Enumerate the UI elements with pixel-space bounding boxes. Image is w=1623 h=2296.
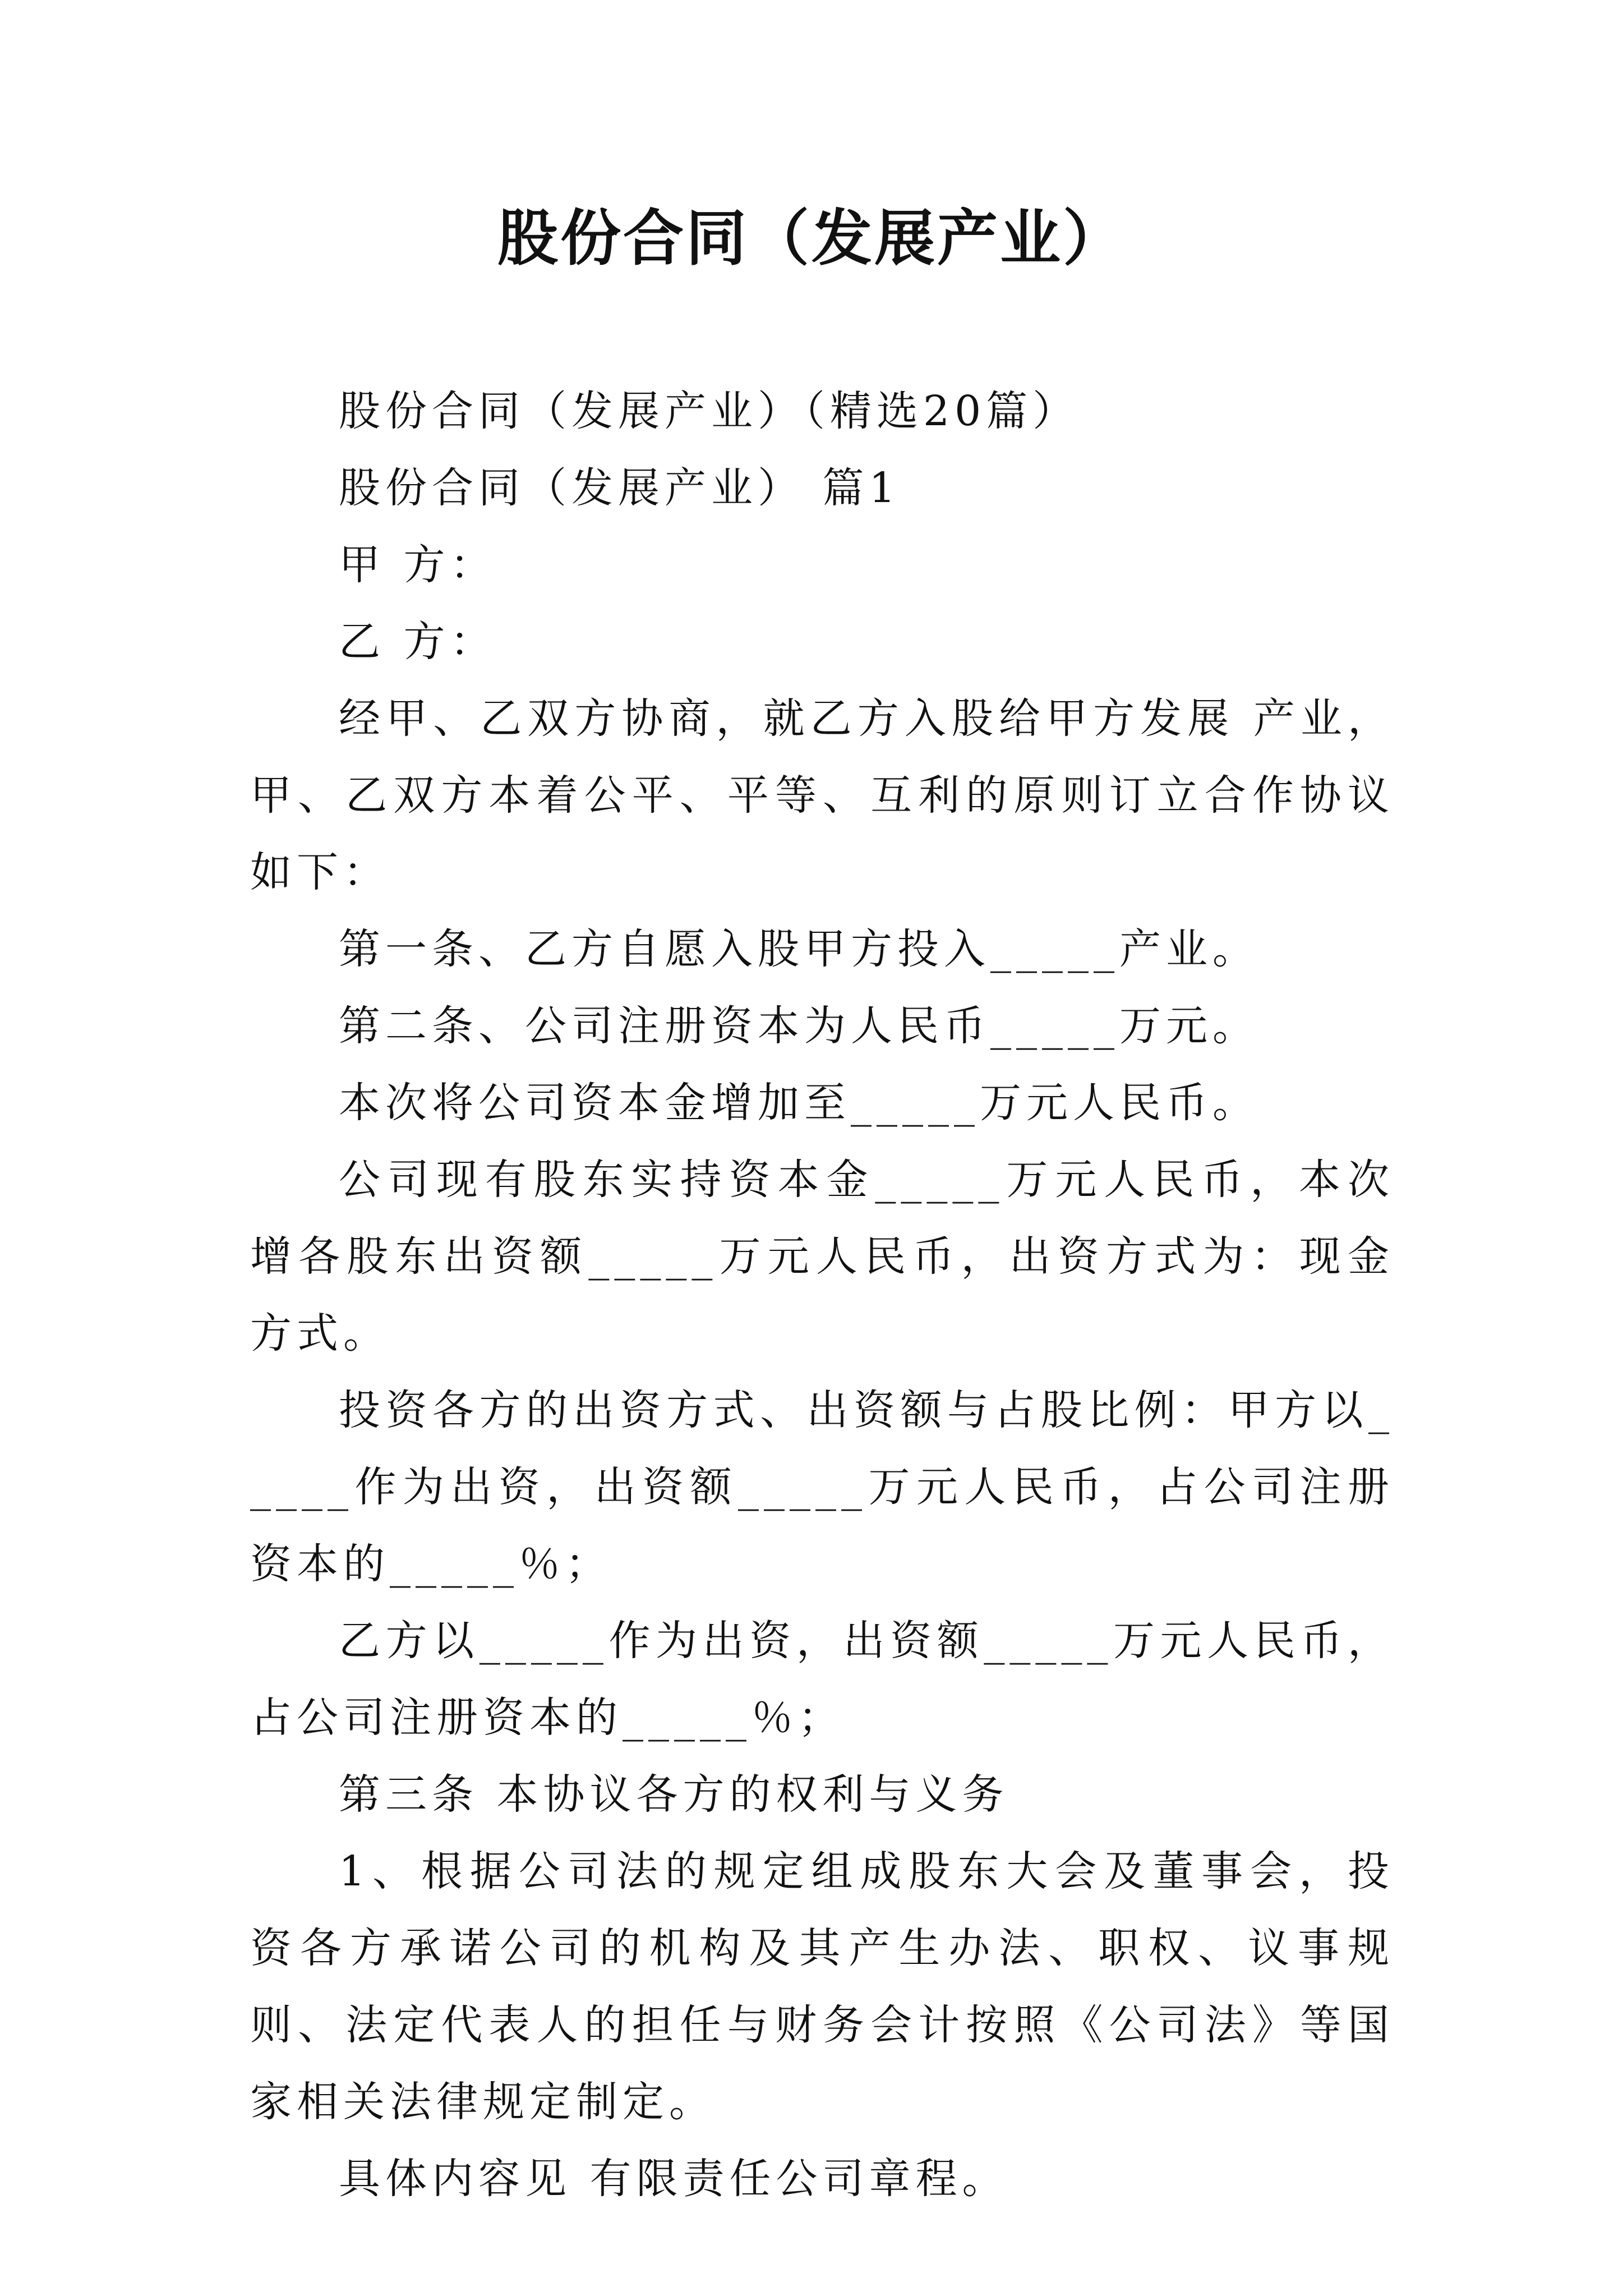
- paragraph-5: 经甲、乙双方协商，就乙方入股给甲方发展 产业，甲、乙双方本着公平、平等、互利的原则订立合作协议如下：: [250, 694, 1394, 896]
- paragraph-8: 本次将公司资本金增加至_____万元人民币。: [339, 1079, 1259, 1127]
- paragraph-6: 第一条、乙方自愿入股甲方投入_____产业。: [339, 925, 1259, 973]
- paragraph-2: 股份合同（发展产业） 篇1: [339, 464, 901, 512]
- paragraph-4: 乙 方：: [339, 618, 497, 666]
- document-body: [250, 373, 1394, 2217]
- paragraph-14: 具体内容见 有限责任公司章程。: [339, 2155, 1009, 2203]
- paragraph-7: 第二条、公司注册资本为人民币_____万元。: [339, 1002, 1259, 1050]
- paragraph-11: 乙方以_____作为出资，出资额_____万元人民币，占公司注册资本的_____％；: [250, 1617, 1394, 1742]
- paragraph-9: 公司现有股东实持资本金_____万元人民币，本次增各股东出资额_____万元人民币，出资方式为：现金方式。: [250, 1156, 1394, 1358]
- paragraph-3: 甲 方：: [339, 541, 497, 589]
- paragraph-13: 1、根据公司法的规定组成股东大会及董事会，投资各方承诺公司的机构及其产生办法、职权、议事规则、法定代表人的担任与财务会计按照《公司法》等国家相关法律规定制定。: [250, 1847, 1394, 2126]
- paragraph-10: 投资各方的出资方式、出资额与占股比例：甲方以_____作为出资，出资额_____万元人民币，占公司注册资本的_____％；: [250, 1386, 1394, 1588]
- document-title: 股份合同（发展产业）: [497, 203, 1126, 274]
- paragraph-12: 第三条 本协议各方的权利与义务: [339, 1770, 1009, 1819]
- paragraph-1: 股份合同（发展产业）（精选20篇）: [339, 387, 1080, 435]
